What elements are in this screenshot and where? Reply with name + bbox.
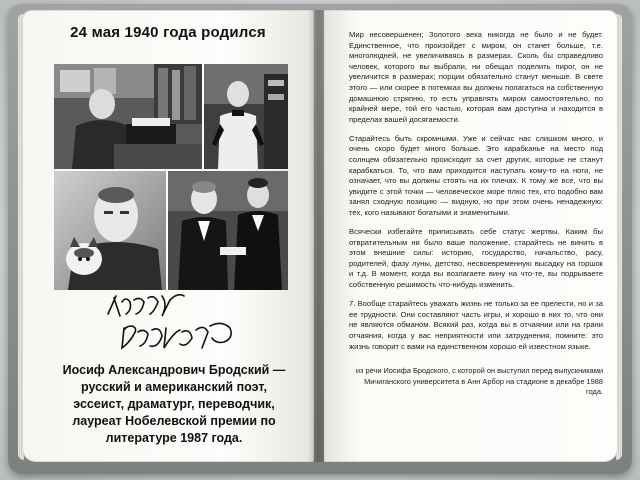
speech-text (349, 30, 603, 406)
speech-source: из речи Иосифа Бродского, с которой он выступил перед выпускниками Мичиганского университета в Анн Арбор на стадионе в декабре 1988 года. (355, 366, 603, 397)
paragraph: 7. Вообще старайтесь уважать жизнь не только за ее прелести, но и за ее трудности. Они составляют часть игры, и хорошо в них то, что они не являются обманом. Всякий раз, когда вы в отчаянии или на грани отчаяния, когда у вас неприятности или затруднения, помните: это жизнь говорит с вами на единственном хорошо ей известном языке. (349, 299, 603, 351)
photo-collage (54, 64, 288, 290)
photo-typewriter (54, 64, 202, 169)
page-title: 24 мая 1940 года родился (70, 24, 266, 41)
open-book (8, 4, 632, 474)
paragraph: Мир несовершенен; Золотого века никогда не было и не будет. Единственное, что произойдет с миром, он станет больше, т.е. многолюдней, не увеличиваясь в размерах. Сколь бы справедливо человек, которого вы выбрали, ни обещал поделить пирог, он не увеличится в размерах; порции обязательно станут меньше. В свете этого — или скорее в потемках вы должны полагаться на собственную домашнюю стряпню, то есть управлять миром самостоятельно, по крайней мере, той его частью, которая вам доступна и находится в пределах вашей досягаемости. (349, 30, 603, 124)
biography: Иосиф Александрович Бродский — русский и американский поэт, эссеист, драматург, переводчик, лауреат Нобелевской премии по литературе 1987 года. (62, 363, 286, 445)
photo-with-cat (54, 171, 166, 290)
photo-standing (204, 64, 288, 169)
brodsky-signature (104, 292, 244, 354)
photo-nobel-ceremony (168, 171, 288, 290)
left-page (22, 10, 314, 462)
paragraph: Старайтесь быть скромными. Уже и сейчас нас слишком много, и очень скоро будет много больше. Это карабканье на место под солнцем обязательно происходит за счет других, которые не станут карабкаться. То, что вам приходится наступать кому-то на ноги, не означает, что вы должны стоять на их плечах. К тому же все, что вы увидите с этой точки — человеческое море плюс тех, кто подобно вам занял сходную позицию — видную, но при этом очень ненадежную: тех, кого называют богатыми и знаменитыми. (349, 133, 603, 217)
paragraph: Всячески избегайте приписывать себе статус жертвы. Каким бы отвратительным ни было ваше положение, старайтесь не винить в этом внешние силы: историю, государство, начальство, расу, родителей, фазу луны, детство, несвоевременную высадку на горшок и т.д. В момент, когда вы возлагаете вину на что-те, вы подрываете собственную решимость что-нибудь изменить. (349, 227, 603, 290)
right-page (324, 10, 618, 462)
